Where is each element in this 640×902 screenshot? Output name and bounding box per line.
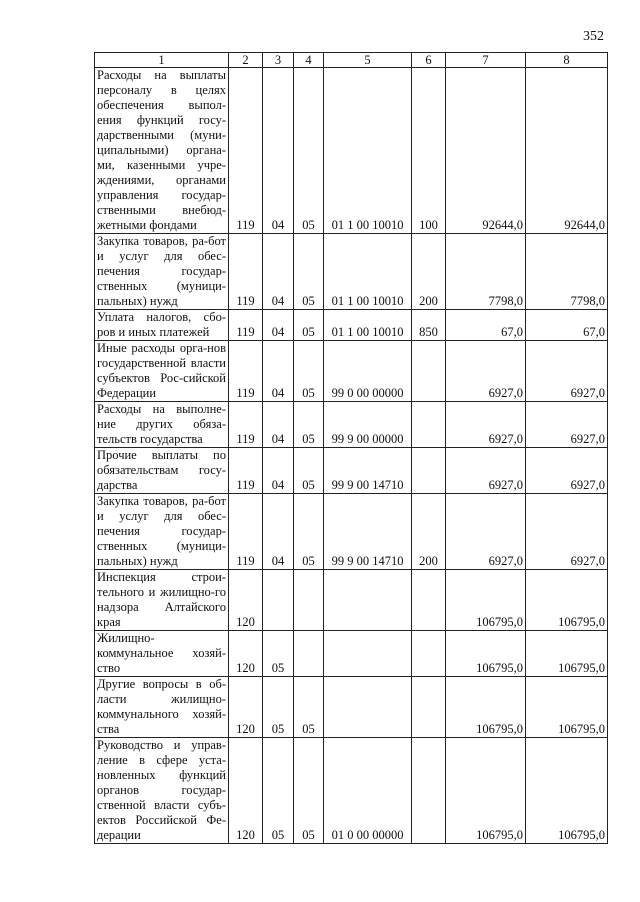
- cell-col3: 04: [263, 341, 294, 402]
- table-row: [95, 341, 608, 402]
- cell-col2: 119: [229, 341, 263, 402]
- cell-col8: 6927,0: [526, 341, 608, 402]
- cell-col5: [324, 677, 412, 738]
- cell-col4: 05: [294, 234, 324, 310]
- cell-col6: [412, 570, 446, 631]
- row-name: Инспекция строи-тельного и жилищно-го надзора Алтайского края: [95, 570, 229, 631]
- cell-col2: 119: [229, 310, 263, 341]
- row-name: Руководство и управ-ление в сфере уста-новленных функций органов государ-ственной власти субъ-ектов Российской Фе-дерации: [95, 738, 229, 844]
- cell-col4: [294, 570, 324, 631]
- cell-col3: 04: [263, 68, 294, 234]
- cell-col5: 01 1 00 10010: [324, 234, 412, 310]
- cell-col7: 7798,0: [446, 234, 526, 310]
- column-header: 2: [229, 53, 263, 68]
- page-number: 352: [583, 29, 604, 44]
- cell-col4: 05: [294, 310, 324, 341]
- header-row: [95, 53, 608, 68]
- cell-col8: 106795,0: [526, 738, 608, 844]
- cell-col4: 05: [294, 341, 324, 402]
- cell-col7: 106795,0: [446, 631, 526, 677]
- cell-col7: 106795,0: [446, 677, 526, 738]
- row-name: Иные расходы орга-нов государственной власти субъектов Рос-сийской Федерации: [95, 341, 229, 402]
- cell-col5: 99 9 00 00000: [324, 402, 412, 448]
- cell-col6: [412, 341, 446, 402]
- cell-col7: 6927,0: [446, 402, 526, 448]
- cell-col4: 05: [294, 402, 324, 448]
- cell-col4: 05: [294, 448, 324, 494]
- cell-col5: 01 1 00 10010: [324, 310, 412, 341]
- cell-col7: 92644,0: [446, 68, 526, 234]
- table-row: [95, 310, 608, 341]
- cell-col5: 99 0 00 00000: [324, 341, 412, 402]
- cell-col3: 05: [263, 677, 294, 738]
- cell-col2: 120: [229, 570, 263, 631]
- column-header: 1: [95, 53, 229, 68]
- cell-col2: 119: [229, 68, 263, 234]
- cell-col7: 6927,0: [446, 494, 526, 570]
- cell-col3: 04: [263, 402, 294, 448]
- cell-col2: 119: [229, 494, 263, 570]
- cell-col3: [263, 570, 294, 631]
- cell-col3: 04: [263, 310, 294, 341]
- table-row: [95, 234, 608, 310]
- cell-col6: 850: [412, 310, 446, 341]
- cell-col6: [412, 448, 446, 494]
- cell-col7: 106795,0: [446, 738, 526, 844]
- cell-col8: 92644,0: [526, 68, 608, 234]
- column-header: 3: [263, 53, 294, 68]
- cell-col3: 05: [263, 631, 294, 677]
- cell-col6: 200: [412, 494, 446, 570]
- cell-col4: 05: [294, 677, 324, 738]
- table-row: [95, 402, 608, 448]
- row-name: Расходы на выплаты персоналу в целях обеспечения выпол-ения функций госу-дарственными (муни-ципальными) органа-ми, казенными учре-ждениями, органами управления государ-ственными внебюд-жетными фондами: [95, 68, 229, 234]
- row-name: Прочие выплаты по обязательствам госу-дарства: [95, 448, 229, 494]
- cell-col4: 05: [294, 68, 324, 234]
- row-name: Расходы на выполне-ние других обяза-тельств государства: [95, 402, 229, 448]
- cell-col4: 05: [294, 738, 324, 844]
- cell-col3: 04: [263, 234, 294, 310]
- budget-table: [94, 52, 608, 844]
- table-row: [95, 570, 608, 631]
- cell-col3: 05: [263, 738, 294, 844]
- cell-col5: 01 0 00 00000: [324, 738, 412, 844]
- cell-col5: [324, 570, 412, 631]
- cell-col2: 120: [229, 738, 263, 844]
- cell-col3: 04: [263, 494, 294, 570]
- cell-col8: 6927,0: [526, 402, 608, 448]
- cell-col3: 04: [263, 448, 294, 494]
- cell-col5: 99 9 00 14710: [324, 448, 412, 494]
- cell-col5: [324, 631, 412, 677]
- cell-col6: 200: [412, 234, 446, 310]
- table-row: [95, 677, 608, 738]
- cell-col8: 106795,0: [526, 677, 608, 738]
- cell-col8: 67,0: [526, 310, 608, 341]
- cell-col4: [294, 631, 324, 677]
- cell-col6: [412, 738, 446, 844]
- cell-col6: [412, 402, 446, 448]
- cell-col4: 05: [294, 494, 324, 570]
- table-body: [95, 68, 608, 844]
- column-header: 8: [526, 53, 608, 68]
- table-row: [95, 738, 608, 844]
- table-row: [95, 631, 608, 677]
- cell-col7: 6927,0: [446, 341, 526, 402]
- cell-col7: 6927,0: [446, 448, 526, 494]
- cell-col2: 119: [229, 448, 263, 494]
- row-name: Закупка товаров, ра-бот и услуг для обес-печения государ-ственных (муници-пальных) нужд: [95, 494, 229, 570]
- cell-col8: 106795,0: [526, 631, 608, 677]
- cell-col8: 7798,0: [526, 234, 608, 310]
- row-name: Другие вопросы в об-ласти жилищно-коммунального хозяй-ства: [95, 677, 229, 738]
- cell-col7: 106795,0: [446, 570, 526, 631]
- cell-col5: 01 1 00 10010: [324, 68, 412, 234]
- cell-col2: 120: [229, 677, 263, 738]
- column-header: 6: [412, 53, 446, 68]
- column-header: 4: [294, 53, 324, 68]
- row-name: Закупка товаров, ра-бот и услуг для обес-печения государ-ственных (муници-пальных) нужд: [95, 234, 229, 310]
- table-row: [95, 448, 608, 494]
- cell-col2: 119: [229, 234, 263, 310]
- cell-col8: 6927,0: [526, 494, 608, 570]
- cell-col2: 120: [229, 631, 263, 677]
- cell-col5: 99 9 00 14710: [324, 494, 412, 570]
- table-row: [95, 494, 608, 570]
- cell-col8: 106795,0: [526, 570, 608, 631]
- cell-col8: 6927,0: [526, 448, 608, 494]
- cell-col6: [412, 631, 446, 677]
- column-header: 5: [324, 53, 412, 68]
- cell-col7: 67,0: [446, 310, 526, 341]
- cell-col2: 119: [229, 402, 263, 448]
- cell-col6: [412, 677, 446, 738]
- column-header: 7: [446, 53, 526, 68]
- cell-col6: 100: [412, 68, 446, 234]
- row-name: Уплата налогов, сбо-ров и иных платежей: [95, 310, 229, 341]
- table-row: [95, 68, 608, 234]
- row-name: Жилищно-коммунальное хозяй-ство: [95, 631, 229, 677]
